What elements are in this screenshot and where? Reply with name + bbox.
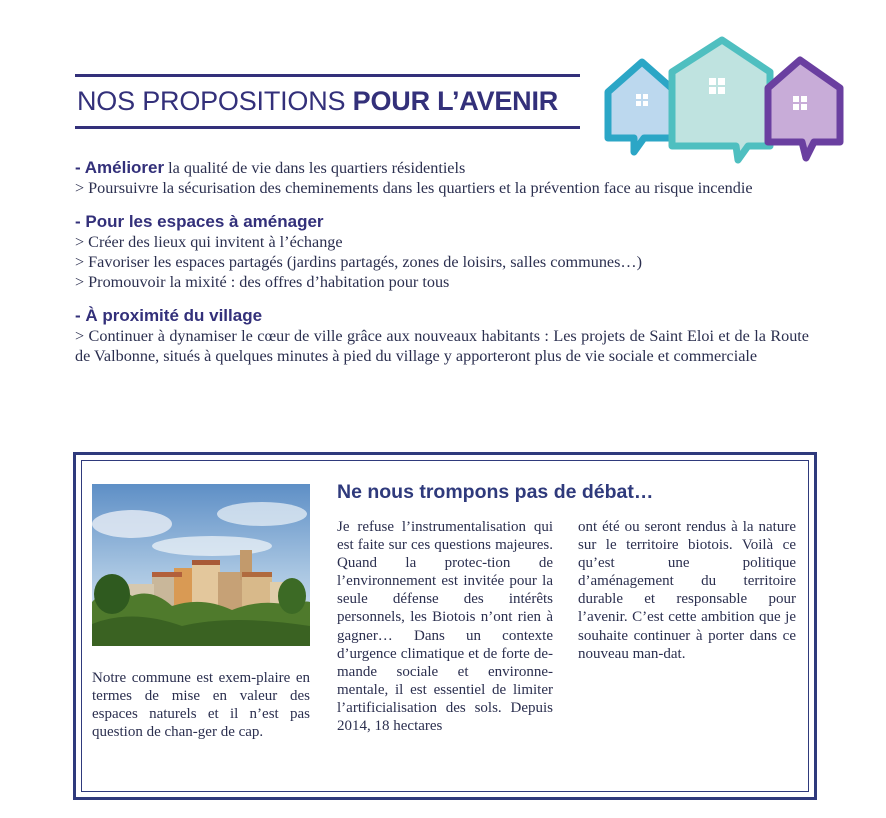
- title-rule-bottom: [75, 126, 580, 129]
- box-title: Ne nous trompons pas de débat…: [337, 481, 654, 503]
- box-column-2: Je refuse l’instrumentalisation qui est faite sur ces questions majeures. Quand la protec-tion de l’environnement est invitée pour la seule défense des intérêts personnels, les Biotois n’ont rien à gagner… Dans un contexte d’urgence climatique et de forte de-mande sociale et environne-mentale, il est essentiel de limiter l’artificialisation des sols. Depuis 2014, 18 hectares: [337, 519, 553, 735]
- houses-icon: [600, 34, 850, 169]
- proposition-line: > Créer des lieux qui invitent à l’échange: [75, 233, 343, 251]
- box-column-3: ont été ou seront rendus à la nature sur le territoire biotois. Voilà ce qu’est une politique d’aménagement du territoire durable et responsable pour l’avenir. C’est cette ambition que je souhaite continuer à porter dans ce nouveau man-dat.: [578, 519, 796, 662]
- proposition-village: [75, 306, 809, 366]
- title-bold: POUR L’AVENIR: [352, 86, 559, 116]
- title-rule-top: [75, 74, 580, 77]
- page-title: [77, 86, 558, 116]
- proposition-line: > Continuer à dynamiser le cœur de ville grâce aux nouveaux habitants : Les projets de Saint Eloi et de la Route de Valbonne, situés à quelques minutes à pied du village y apporteront plus de vie sociale et commerciale: [75, 327, 809, 365]
- proposition-heading: - À proximité du village: [75, 306, 263, 325]
- box-column-1: Notre commune est exem-plaire en termes de mise en valeur des espaces naturels et il n’est pas question de chan-ger de cap.: [92, 670, 310, 741]
- proposition-lead: la qualité de vie dans les quartiers résidentiels: [164, 159, 466, 177]
- propositions-list: [75, 158, 809, 380]
- proposition-espaces: [75, 212, 809, 292]
- proposition-line: > Favoriser les espaces partagés (jardins partagés, zones de loisirs, salles communes…): [75, 253, 642, 271]
- proposition-ameliorer: [75, 158, 809, 198]
- proposition-heading: - Pour les espaces à aménager: [75, 212, 324, 231]
- title-light: NOS PROPOSITIONS: [77, 86, 353, 116]
- village-photo: [92, 484, 310, 646]
- proposition-line: > Promouvoir la mixité : des offres d’habitation pour tous: [75, 273, 450, 291]
- proposition-line: > Poursuivre la sécurisation des cheminements dans les quartiers et la prévention face au risque incendie: [75, 179, 753, 197]
- proposition-heading: - Améliorer: [75, 158, 165, 177]
